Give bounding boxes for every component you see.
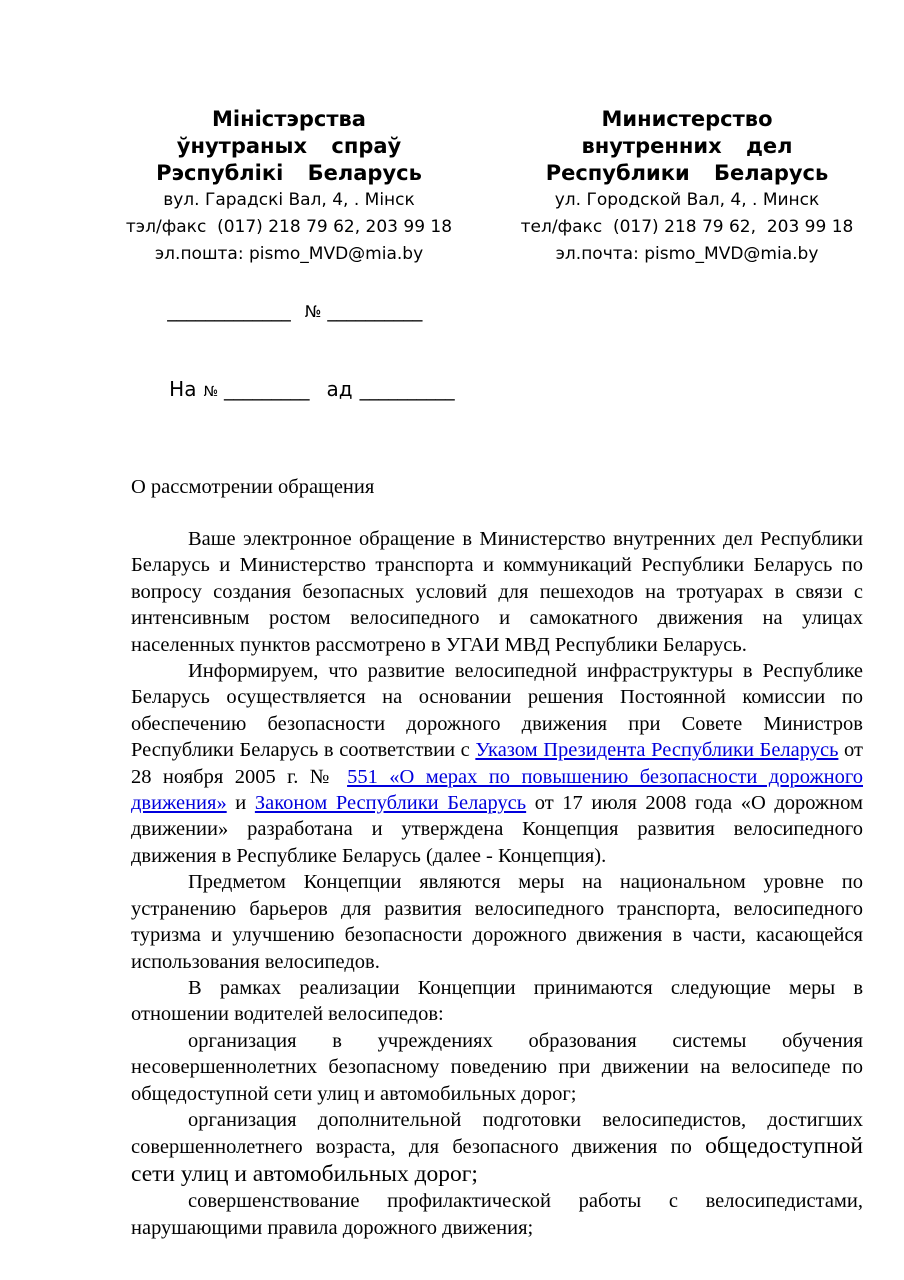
paragraph-text: Информируем, что развитие велосипедной инфраструктуры в Республике Беларусь осуществляется на основании решения Постоянной комиссии по обеспечению безопасности дорожного движения при Совете Министров Республики Беларусь в соответствии с (131, 660, 863, 762)
org-name-line: внутренних дел (581, 134, 793, 158)
paragraph-text: и (226, 792, 255, 815)
paragraph-7 (131, 1188, 863, 1241)
paragraph-text: организация в учреждениях образования системы обучения несовершеннолетних безопасному поведению при движении на велосипеде по общедоступной сети улиц и автомобильных дорог; (131, 1029, 863, 1105)
document-link[interactable]: Законом Республики Беларусь (254, 792, 527, 815)
org-email: эл.пошта: pismo_MVD@mia.by (154, 244, 424, 264)
org-name-line: ўнутраных спраў (176, 134, 402, 158)
paragraph-text: организация дополнительной подготовки велосипедистов, достигших совершеннолетнего возраста, для безопасного движения по (131, 1108, 863, 1159)
letterhead-belarusian (113, 106, 465, 268)
org-phone: тэл/факс (017) 218 79 62, 203 99 18 (125, 217, 453, 237)
org-name-line: Министерство (601, 107, 773, 131)
document-link[interactable]: 551 «О мерах по повышению безопасности дорожного движения» (131, 765, 863, 815)
org-name-line: Міністэрства (212, 107, 366, 131)
paragraph-text: В рамках реализации Концепции принимаются следующие меры в отношении водителей велосипедов: (131, 976, 863, 1026)
paragraph-4 (131, 975, 863, 1028)
outgoing-ref-line (131, 274, 904, 349)
outgoing-number-blank: __________ (327, 300, 423, 322)
subject-line: О рассмотрении обращения (131, 476, 375, 498)
org-email: эл.почта: pismo_MVD@mia.by (555, 244, 819, 264)
paragraph-1 (131, 526, 863, 658)
org-phone: тел/факс (017) 218 79 62, 203 99 18 (520, 217, 854, 237)
paragraph-2 (131, 658, 863, 869)
number-sign: № (304, 302, 322, 321)
incoming-date-label: ад (326, 377, 353, 401)
org-name-line: Республики Беларусь (545, 161, 829, 185)
paragraph-text: от 17 июля 2008 года «О дорожном движении» разработана и утверждена Концепция развития велосипедного движения в Республике Беларусь (далее - Концепция). (131, 792, 863, 867)
number-sign: № (203, 384, 219, 400)
paragraph-text: совершенствование профилактической работы с велосипедистами, нарушающими правила дорожного движения; (131, 1190, 863, 1239)
reference-block (131, 274, 904, 430)
paragraph-5 (131, 1028, 863, 1107)
letterhead (113, 0, 904, 268)
body-paragraphs (131, 526, 863, 1241)
org-address: ул. Городской Вал, 4, . Минск (554, 190, 820, 210)
paragraph-text: Предметом Концепции являются меры на национальном уровне по устранению барьеров для развития велосипедного транспорта, велосипедного туризма и улучшению безопасности дорожного движения в части, касающейся использования велосипедов. (131, 871, 863, 973)
paragraph-3 (131, 869, 863, 975)
outgoing-date-blank: _____________ (167, 300, 291, 322)
letterhead-russian (498, 106, 876, 268)
org-address: вул. Гарадскі Вал, 4, . Мінск (163, 190, 415, 210)
paragraph-6 (131, 1107, 863, 1188)
incoming-number-blank: _________ (224, 379, 310, 401)
incoming-ref-label: На (169, 377, 197, 401)
incoming-ref-line (131, 352, 904, 430)
org-name-line: Рэспублікі Беларусь (156, 161, 422, 185)
paragraph-text: общедоступной сети улиц и автомобильных дорог; (131, 1133, 863, 1187)
incoming-date-blank: __________ (359, 379, 455, 401)
document-link[interactable]: Указом Президента Республики Беларусь (475, 739, 839, 762)
paragraph-text: от 28 ноября 2005 г. № (131, 739, 863, 788)
paragraph-text: Ваше электронное обращение в Министерство внутренних дел Республики Беларусь и Министерство транспорта и коммуникаций Республики Беларусь по вопросу создания безопасных условий для пешеходов на тротуарах в связи с интенсивным ростом велосипедного и самокатного движения на улицах населенных пунктов рассмотрено в УГАИ МВД Республики Беларусь. (131, 528, 863, 656)
